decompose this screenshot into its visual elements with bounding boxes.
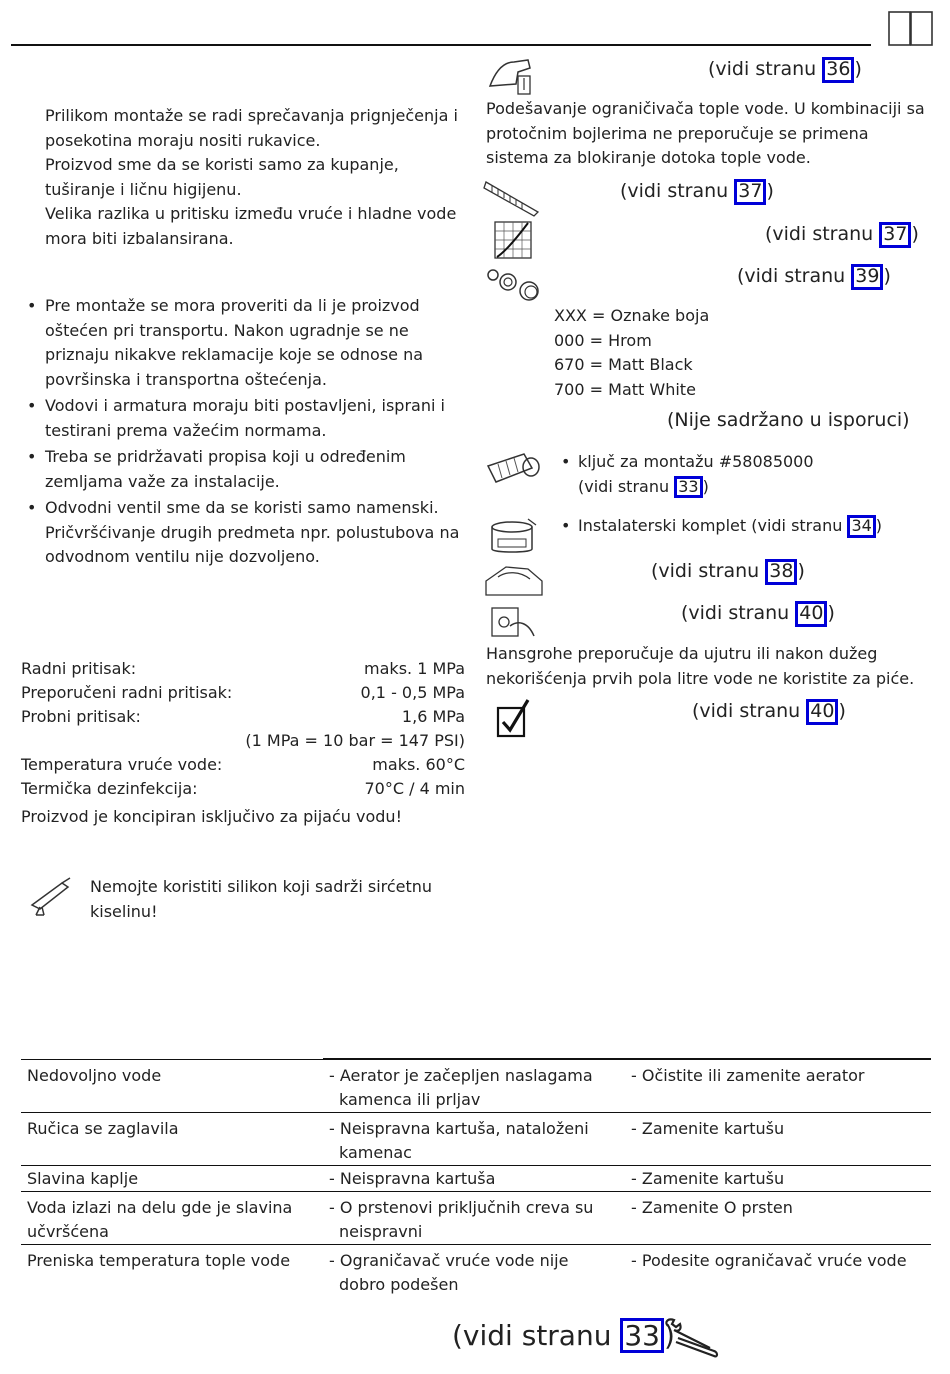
problem-cell: Voda izlazi na delu gde je slavina učvršćena (27, 1198, 293, 1241)
hand-tap-icon (488, 602, 538, 640)
color-eq: = (589, 379, 604, 399)
color-row (554, 378, 709, 403)
spec-value: 1,6 MPa (401, 707, 465, 726)
spec-value: maks. 60°C (372, 755, 465, 774)
color-code: 670 (554, 355, 585, 374)
spec-label: Temperatura vruće vode: (21, 755, 223, 774)
install-bullets (21, 294, 461, 572)
ref-text: (vidi stranu (651, 560, 766, 582)
hot-water-text: Podešavanje ograničivača tople vode. U kombinaciji sa protočnim bojlerima ne preporučuje se primena sistema za blokiranje dotoka tople vode. (486, 99, 925, 167)
ref-close: ) (911, 223, 919, 245)
ref-text: (vidi stranu (578, 476, 675, 496)
list-item: • Odvodni ventil sme da se koristi samo namenski. Pričvršćivanje drugih predmeta npr. polustubova na odvodnom ventilu nije dozvoljeno. (21, 496, 461, 570)
problem-cell: Ručica se zaglavila (27, 1119, 179, 1138)
ref-text: (vidi stranu (620, 180, 735, 202)
ref-link[interactable] (681, 601, 835, 627)
ref-close: ) (854, 58, 862, 80)
ruler-icon (484, 178, 540, 216)
ref-close: ) (766, 180, 774, 202)
wrench-icon (662, 1318, 720, 1360)
book-icon (886, 10, 936, 48)
table-row (21, 1245, 931, 1298)
spec-row (21, 753, 465, 777)
troubleshooting-table (21, 1060, 931, 1297)
ref-close: ) (875, 516, 883, 535)
spec-row (21, 705, 465, 729)
color-eq: = (591, 306, 606, 325)
list-item: • Vodovi i armatura moraju biti postavljeni, isprani i testirani prema važećim normama. (21, 394, 461, 443)
color-name: Oznake boja (610, 306, 710, 325)
color-row (554, 353, 709, 378)
cleaning-hand-icon (484, 559, 544, 597)
spec-label: Preporučeni radni pritisak: (21, 683, 233, 702)
ref-close: ) (827, 602, 835, 624)
paint-can-icon (488, 517, 538, 557)
ref-text: (vidi stranu (765, 223, 880, 245)
ref-link[interactable] (561, 475, 814, 500)
cause-cell: - Aerator je začepljen naslagama kamenca ili prljav (329, 1066, 593, 1109)
ref-link[interactable] (737, 264, 891, 290)
color-eq: = (589, 330, 604, 350)
ref-text: (vidi stranu (737, 265, 852, 287)
color-codes (554, 304, 709, 402)
ref-close: ) (838, 700, 846, 722)
spec-row (21, 729, 465, 753)
remedy-cell: - Podesite ograničavač vruće vode (631, 1251, 907, 1270)
spec-value: (1 MPa = 10 bar = 147 PSI) (245, 731, 465, 750)
color-eq: = (589, 355, 604, 374)
table-row (21, 1166, 931, 1192)
remedy-cell: - Zamenite O prsten (631, 1198, 793, 1217)
page-ref-box: 33 (620, 1318, 664, 1353)
safety-notes (45, 104, 465, 251)
table-row (21, 1113, 931, 1166)
cause-cell: - Ograničavač vruće vode nije dobro podešen (329, 1251, 569, 1294)
spec-label: Radni pritisak: (21, 659, 137, 678)
page-ref-box: 34 (847, 515, 875, 538)
spec-row (21, 681, 465, 705)
ref-text: (vidi stranu (681, 602, 796, 624)
page-ref-box: 36 (822, 57, 854, 83)
ref-link[interactable] (620, 179, 774, 205)
problem-cell: Nedovoljno vode (27, 1066, 162, 1085)
key-tool-icon (484, 450, 544, 488)
kit-item[interactable]: • Instalaterski komplet (vidi stranu 34 ) (561, 514, 882, 539)
spec-row (21, 777, 465, 801)
cause-cell: - O prstenovi priključnih creva su neispravni (329, 1198, 594, 1241)
safety-note: Prilikom montaže se radi sprečavanja prignječenja i posekotina moraju nositi rukavice. (45, 106, 458, 150)
parts-icon (486, 266, 542, 302)
color-row (554, 304, 709, 329)
spec-label: Termička dezinfekcija: (21, 779, 198, 798)
spec-value: maks. 1 MPa (364, 659, 465, 678)
key-item-text: ključ za montažu #58085000 (578, 452, 814, 471)
drink-note: Hansgrohe preporučuje da ujutru ili nakon dužeg nekorišćenja prvih pola litre vode ne koristite za piće. (486, 644, 915, 688)
silicone-gun-icon (28, 877, 72, 917)
safety-note: Velika razlika u pritisku između vruće i hladne vode mora biti izbalansirana. (45, 204, 457, 248)
page-ref-box: 33 (674, 476, 702, 499)
hand-thermometer-icon (488, 56, 534, 96)
footer-ref-link[interactable] (452, 1318, 675, 1353)
color-code: 700 (554, 379, 585, 399)
ref-link[interactable] (765, 222, 919, 248)
color-name: Matt Black (608, 355, 693, 374)
ref-close: ) (883, 265, 891, 287)
page-ref-box: 40 (806, 699, 838, 725)
ref-close: ) (664, 1319, 675, 1352)
page-ref-box: 37 (734, 179, 766, 205)
table-row (21, 1060, 931, 1113)
list-item: • Treba se pridržavati propisa koji u određenim zemljama važe za instalacije. (21, 445, 461, 494)
spec-row (21, 657, 465, 681)
page-ref-box: 39 (851, 264, 883, 290)
page-ref-box: 37 (879, 222, 911, 248)
ref-link[interactable] (651, 559, 805, 585)
header-rule (11, 44, 871, 46)
ref-close: ) (797, 560, 805, 582)
color-row (554, 329, 709, 354)
ref-text: (vidi stranu (692, 700, 807, 722)
safety-note: Proizvod sme da se koristi samo za kupanje, tuširanje i ličnu higijenu. (45, 155, 399, 199)
color-code: 000 (554, 330, 585, 350)
color-name: Hrom (608, 330, 652, 350)
spec-label: Probni pritisak: (21, 707, 141, 726)
spec-value: 0,1 - 0,5 MPa (360, 683, 465, 702)
not-included-heading: (Nije sadržano u isporuci) (667, 409, 910, 431)
color-code: XXX (554, 306, 587, 325)
ref-link[interactable] (708, 57, 862, 83)
cause-cell: - Neispravna kartuša (329, 1169, 496, 1188)
problem-cell: Slavina kaplje (27, 1169, 139, 1188)
checkbox-icon (496, 698, 530, 738)
table-row (21, 1192, 931, 1245)
kit-item-text: Instalaterski komplet (vidi stranu (578, 516, 848, 535)
list-item: • Pre montaže se mora proveriti da li je proizvod oštećen pri transportu. Nakon ugradnje se ne priznaju nikakve reklamacije koje se odnose na površinska i transportna oštećenja. (21, 294, 461, 392)
ref-link[interactable] (692, 699, 846, 725)
cause-cell: - Neispravna kartuša, nataloženi kamenac (329, 1119, 589, 1162)
remedy-cell: - Zamenite kartušu (631, 1169, 785, 1188)
silicone-note: Nemojte koristiti silikon koji sadrži sirćetnu kiselinu! (90, 877, 433, 921)
spec-note: Proizvod je koncipiran isključivo za pijaću vodu! (21, 807, 402, 826)
ref-text: (vidi stranu (708, 58, 823, 80)
problem-cell: Preniska temperatura tople vode (27, 1251, 291, 1270)
ref-close: ) (702, 476, 709, 496)
ref-text: (vidi stranu (452, 1319, 621, 1352)
page-ref-box: 38 (765, 559, 797, 585)
remedy-cell: - Očistite ili zamenite aerator (631, 1066, 865, 1085)
key-item: • ključ za montažu #58085000 (vidi stranu 33 ) (561, 450, 814, 499)
graph-icon (494, 221, 532, 259)
remedy-cell: - Zamenite kartušu (631, 1119, 785, 1138)
color-name: Matt White (608, 379, 696, 399)
page-ref-box: 40 (795, 601, 827, 627)
spec-value: 70°C / 4 min (364, 779, 465, 798)
